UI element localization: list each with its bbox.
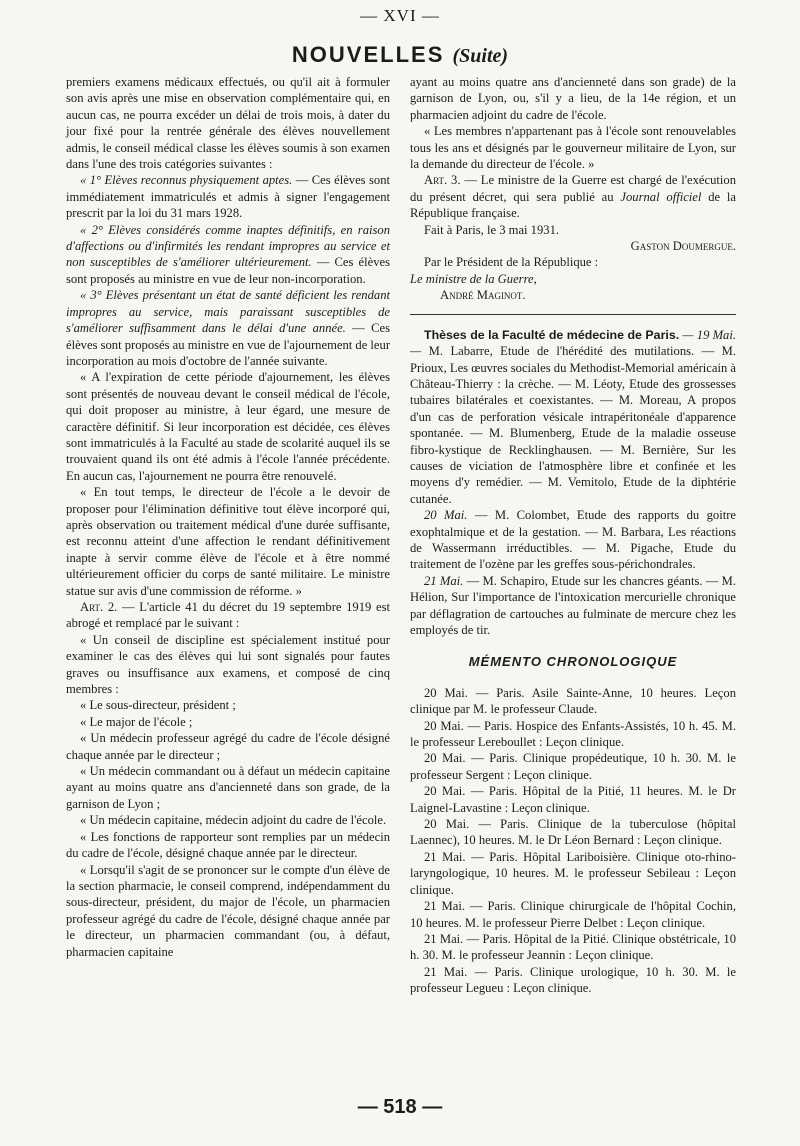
list-item: « Le major de l'école ;: [80, 714, 193, 729]
list-item: « Un médecin capitaine, médecin adjoint du cadre de l'école.: [80, 813, 387, 828]
signature: Gaston Doumergue.: [630, 239, 736, 254]
paragraph: « Un conseil de discipline est spécialement institué pour examiner le cas des élèves qui lui sont signalés pour fautes graves ou insuffisance aux examens, et composé de cinq membres :: [66, 632, 390, 697]
divider: [410, 314, 736, 315]
list-item: « Le sous-directeur, président ;: [80, 698, 236, 713]
memento-item: 20 Mai. — Paris. Clinique de la tuberculose (hôpital Laennec), 10 heures. M. le Dr Léon Bernard : Leçon clinique.: [410, 817, 736, 848]
header-suite: (Suite): [452, 45, 509, 67]
article-3: Art. 3. — Le ministre de la Guerre est chargé de l'exécution du présent décret, qui sera publié au Journal officiel de la République française.: [410, 173, 737, 221]
paragraph: premiers examens médicaux effectués, ou qu'il ait à formuler son avis après une mise en observation complémentaire qui, en aucun cas, ne pourra excéder un délai de trois mois, à dater du jour fixé pour la rentrée générale des élèves nouvellement admis, le conseil médical classe les élèves soumis à son examen dans l'une des trois catégories suivantes :: [66, 75, 390, 172]
header-title: NOUVELLES: [291, 42, 445, 67]
signature: André Maginot.: [440, 288, 526, 303]
memento-item: 21 Mai. — Paris. Hôpital de la Pitié. Clinique obstétricale, 10 h. 30. M. le professeur Jeannin : Leçon clinique.: [410, 931, 736, 963]
theses-19-mai: Thèses de la Faculté de médecine de Paris. — 19 Mai. — M. Labarre, Etude de l'hérédité des mutilations. — M. Prioux, Les œuvres sociales du Methodist-Memorial américain à Château-Thierry : la crèche. — M. Léoty, Etude des grossesses tubaires bilatérales et coexistantes. — M. Moreau, A propos d'un cas de perforation vésicale intrapéritonéale d'apparence spontanée. — M. Blumenberg, Etude de la maladie osseuse fibro-kystique de Recklinghausen. — M. Bernière, Sur les causes de viciation de l'atmosphère libre et confinée et les moyens d'y remédier. — M. Vemitolo, Etude de la diphtérie cutanée.: [410, 327, 736, 506]
paragraph: « A l'expiration de cette période d'ajournement, les élèves sont présentés de nouveau devant le conseil médical de l'école, qui doit proposer au ministre, à leur égard, une mesure de caractère définitif. Si leur incorporation est décidée, ces élèves sont immatriculés à la Faculté au stade de scolarité auquel ils se trouvaient quand ils ont été admis à l'école l'année précédente. En aucun cas, l'ajournement ne pourra être renouvelé.: [66, 370, 390, 483]
article-2: Art. 2. — L'article 41 du décret du 19 septembre 1919 est abrogé et remplacé par le suivant :: [66, 600, 390, 631]
memento-item: 20 Mai. — Paris. Hospice des Enfants-Assistés, 10 h. 45. M. le professeur Lereboullet : Leçon clinique.: [410, 718, 736, 750]
paragraph: « Lorsqu'il s'agit de se prononcer sur le compte d'un élève de la section pharmacie, le conseil comprend, indépendamment du sous-directeur, président, du major de l'école, un pharmacien professeur agrégé du cadre de l'école, désigné chaque année par le directeur, un pharmacien commandant (ou, à défaut, pharmacien capitaine: [66, 862, 390, 959]
page-number-roman: — XVI —: [360, 6, 440, 25]
theses-21-mai: 21 Mai. — M. Schapiro, Etude sur les chancres géants. — M. Hélion, Sur l'importance de l'intoxication mercurielle chronique par déflagration de cartouches au fulminate de mercure chez les employés de tir.: [410, 573, 736, 637]
category-2: « 2° Elèves considérés comme inaptes définitifs, en raison d'affections ou d'infirmités les rendant impropres au service et non susceptibles de s'améliorer ultérieurement. — Ces élèves sont proposés au ministre en vue de leur non-incorporation.: [66, 222, 390, 286]
paragraph: ayant au moins quatre ans d'ancienneté dans son grade) de la garnison de Lyon, ou, s'il y a lieu, de la 14e région, et un pharmacien adjoint du cadre de l'école.: [410, 75, 736, 122]
memento-item: 21 Mai. — Paris. Clinique chirurgicale de l'hôpital Cochin, 10 heures. M. le professeur Pierre Delbet : Leçon clinique.: [410, 899, 736, 930]
list-item: « Un médecin professeur agrégé du cadre de l'école désigné chaque année par le directeur ;: [66, 731, 390, 762]
paragraph: « Les fonctions de rapporteur sont remplies par un médecin du cadre de l'école, désigné chaque année par le directeur.: [66, 829, 390, 861]
memento-title: MÉMENTO CHRONOLOGIQUE: [468, 654, 678, 670]
memento-item: 21 Mai. — Paris. Hôpital Lariboisière. Clinique oto-rhino-laryngologique, 10 heures. M. le professeur Sebileau : Leçon clinique.: [410, 849, 736, 897]
left-column: [66, 74, 390, 960]
theses-20-mai: 20 Mai. — M. Colombet, Etude des rapports du goitre exophtalmique et de la gestation. — M. Barbara, Les réactions de Wassermann irréductibles. — M. Pigache, Etude du traitement de l'ozène par les greffes sous-périchondrales.: [410, 508, 736, 572]
paragraph: Par le Président de la République :: [424, 255, 599, 270]
list-item: « Un médecin commandant ou à défaut un médecin capitaine ayant au moins quatre ans d'ancienneté dans son grade, de la garnison de Lyon ;: [66, 764, 390, 811]
section-header: [0, 42, 800, 68]
category-3: « 3° Elèves présentant un état de santé déficient les rendant impropres au service, mais paraissant susceptibles de s'améliorer suffisamment dans le délai d'une année. — Ces élèves sont proposés au ministre en vue de l'ajournement de leur incorporation au mois d'octobre de l'année suivante.: [66, 288, 391, 368]
memento-item: 20 Mai. — Paris. Clinique propédeutique, 10 h. 30. M. le professeur Sergent : Leçon clinique.: [410, 751, 736, 782]
theses-title: Thèses de la Faculté de médecine de Paris.: [424, 327, 680, 342]
paragraph: « En tout temps, le directeur de l'école a le devoir de proposer pour l'élimination définitive tout élève incorporé qui, après observation ou traitement médical d'une durée suffisante, est reconnu atteint d'une affection le rendant définitivement inapte à servir comme élève de l'école et à être nommé ultérieurement officier du corps de santé militaire. Le ministre statue sur avis d'une commission de réforme. »: [66, 485, 390, 598]
minister-line: Le ministre de la Guerre,: [410, 271, 537, 286]
memento-item: 20 Mai. — Paris. Hôpital de la Pitié, 11 heures. M. le Dr Laignel-Lavastine : Leçon clinique.: [410, 784, 736, 815]
date-line: Fait à Paris, le 3 mai 1931.: [424, 222, 560, 237]
category-1: « 1° Elèves reconnus physiquement aptes. — Ces élèves sont immédiatement immatriculés et admis à signer l'engagement prescrit par la loi du 31 mars 1928.: [66, 173, 390, 221]
right-column: [410, 74, 736, 997]
memento-item: 21 Mai. — Paris. Clinique urologique, 10 h. 30. M. le professeur Legueu : Leçon clinique.: [410, 964, 736, 996]
footer-page-number: — 518 —: [357, 1096, 443, 1118]
memento-item: 20 Mai. — Paris. Asile Sainte-Anne, 10 heures. Leçon clinique par M. le professeur Claude.: [410, 685, 736, 717]
paragraph: « Les membres n'appartenant pas à l'école sont renouvelables tous les ans et désignés par le gouverneur militaire de Lyon, sur la demande du directeur de l'école. »: [410, 124, 736, 172]
